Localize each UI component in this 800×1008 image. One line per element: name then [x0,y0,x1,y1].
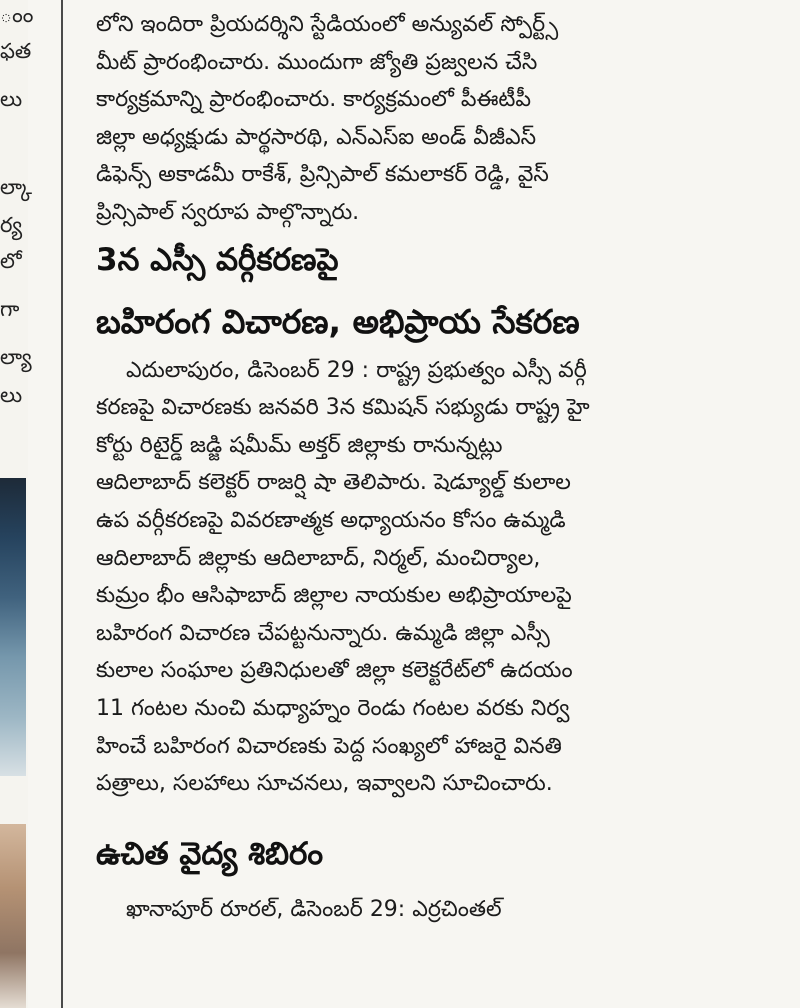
newspaper-article-column [96,6,696,928]
news-photo [0,478,26,776]
news-photo [0,824,26,1008]
text-line: కోర్టు రిటైర్డ్ జడ్జి షమీమ్ అక్తర్ జిల్లాకు రానున్నట్లు [96,432,503,458]
text-line: కులాల సంఘాల ప్రతినిధులతో జిల్లా కలెక్టరేట్‌లో ఉదయం [96,658,573,684]
text-line: ఉప వర్గీకరణపై వివరణాత్మక అధ్యాయనం కోసం ఉమ్మడి [96,507,566,533]
text-line: ఖానాపూర్ రూరల్, డిసెంబర్ 29: ఎర్రచింతల్ [126,896,502,922]
left-fragment: ల్యా [0,345,32,369]
text-line: కుమ్రం భీం ఆసిఫాబాద్ జిల్లాల నాయకుల అభిప్రాయాలపై [96,583,572,609]
text-line: ఎదులాపురం, డిసెంబర్ 29 : రాష్ట్ర ప్రభుత్వం ఎస్సీ వర్గీ [126,357,587,383]
article-kicker-headline: 3న ఎస్సీ వర్గీకరణపై [96,241,339,278]
text-line: ప్రిన్సిపాల్ స్వరూప పాల్గొన్నారు. [96,199,360,225]
text-line: హించే బహిరంగ విచారణకు పెద్ద సంఖ్యలో హాజరై వినతి [96,733,562,759]
left-fragment: లు [0,383,23,407]
text-line: జిల్లా అధ్యక్షుడు పార్థసారథి, ఎన్ఎస్ఐ అండ్ వీజీఎస్ [96,124,537,150]
column-divider [61,0,63,1008]
article-medical-camp-headline: ఉచిత వైద్య శిబిరం [96,835,324,872]
left-fragment: ఫత [0,39,32,63]
text-line: లోని ఇందిరా ప్రియదర్శిని స్టేడియంలో అన్యువల్ స్పోర్ట్స్ [96,12,559,37]
article-sc-classification-body [96,352,696,803]
text-line: కార్యక్రమాన్ని ప్రారంభించారు. కార్యక్రమంలో పీఈటీపీ [96,87,532,113]
article-medical-camp-body [96,891,696,929]
text-line: ఆదిలాబాద్ కలెక్టర్ రాజర్షి షా తెలిపారు. షెడ్యూల్డ్ కులాల [96,470,571,496]
left-fragment: లు [0,87,23,111]
text-line: మీట్ ప్రారంభించారు. ముందుగా జ్యోతి ప్రజ్వలన చేసి [96,49,538,75]
left-fragment: గా [0,297,20,321]
text-line: డిఫెన్స్ అకాడమీ రాకేశ్, ప్రిన్సిపాల్ కమలాకర్ రెడ్డి, వైస్ [96,162,549,188]
article-sports-meet-body [96,6,696,232]
text-line: ఆదిలాబాద్ జిల్లాకు ఆదిలాబాద్, నిర్మల్, మంచిర్యాల, [96,545,541,571]
left-fragment: లో [0,249,22,273]
left-fragment: ల్కా [0,175,32,199]
text-line: బహిరంగ విచారణ చేపట్టనున్నారు. ఉమ్మడి జిల్లా ఎస్సీ [96,620,550,646]
text-line: కరణపై విచారణకు జనవరి 3న కమిషన్ సభ్యుడు రాష్ట్ర హై [96,395,590,421]
text-line: పత్రాలు, సలహాలు సూచనలు, ఇవ్వాలని సూచించారు. [96,771,553,797]
left-fragment: ంం [0,3,34,27]
text-line: 11 గంటల నుంచి మధ్యాహ్నం రెండు గంటల వరకు నిర్వ [96,695,570,721]
article-main-headline: బహిరంగ విచారణ, అభిప్రాయ సేకరణ [96,301,580,341]
adjacent-column-left [0,0,34,1008]
left-fragment: ర్య [0,213,23,237]
